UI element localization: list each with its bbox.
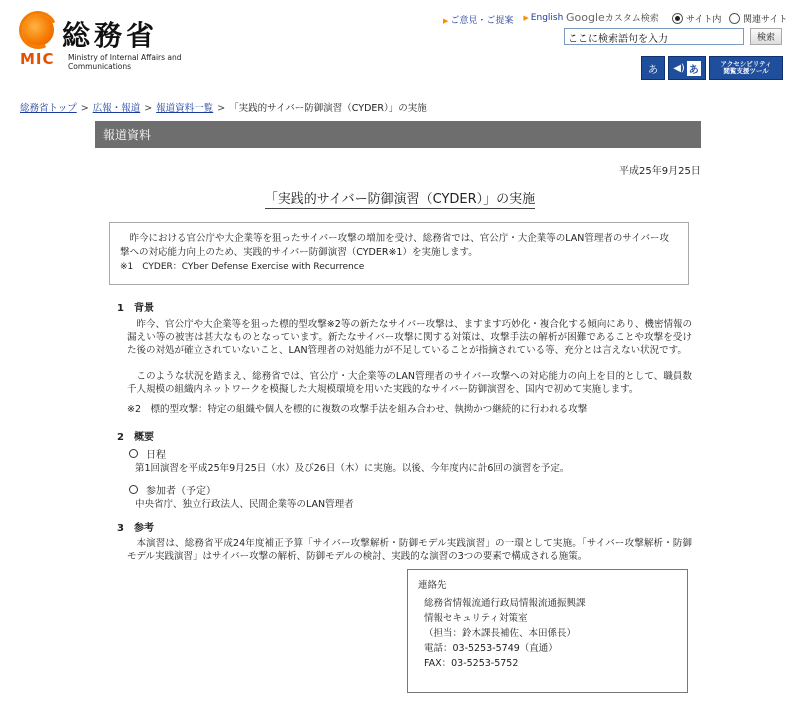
breadcrumb-separator: > [80, 103, 89, 114]
logo-title[interactable]: 総務省 [62, 19, 159, 52]
breadcrumb [20, 100, 427, 114]
section-3-paragraph: 本演習は、総務省平成24年度補正予算「サイバー攻撃解析・防御モデル実践演習」の一環として実施。「サイバー攻撃解析・防御モデル実践演習」はサイバー攻撃の解析、防御モデルの検討、実践的な演習の3つの要素で構成される施策。 [127, 538, 692, 562]
contact-line-office: 情報セキュリティ対策室 [424, 613, 528, 624]
contact-label: 連絡先 [418, 580, 447, 591]
arrow-right-icon: ▶ [443, 17, 449, 25]
arrow-right-icon: ▶ [523, 14, 529, 22]
header-links [443, 13, 563, 26]
search-button[interactable]: 検索 [750, 28, 782, 45]
speaker-icon: ◀) [673, 62, 685, 74]
schedule-heading: 日程 [129, 446, 166, 461]
radio-unchecked-icon [729, 13, 740, 24]
contact-line-department: 総務省情報流通行政局情報流通振興課 [424, 598, 586, 609]
breadcrumb-link-press[interactable]: 広報・報道 [92, 103, 141, 114]
schedule-body: 第1回演習を平成25年9月25日（水）及び26日（木）に実施。以後、今年度内に計6回の演習を予定。 [135, 463, 570, 474]
release-date: 平成25年9月25日 [619, 166, 701, 177]
google-label: Google [566, 11, 605, 24]
furigana-icon: あ [648, 64, 658, 76]
circle-bullet-icon [129, 449, 138, 458]
furigana-button[interactable] [641, 56, 665, 80]
breadcrumb-separator: > [217, 103, 226, 114]
scope-related-radio[interactable]: 関連サイト [729, 12, 787, 25]
breadcrumb-separator: > [144, 103, 153, 114]
feedback-link[interactable]: ▶ ご意見・ご提案 [443, 16, 514, 26]
accessibility-tools [641, 56, 783, 80]
section-3-heading: 3 参考 [117, 523, 154, 534]
summary-text: 昨今における官公庁や大企業等を狙ったサイバー攻撃の増加を受け、総務省では、官公庁・大企業等のLAN管理者のサイバー攻撃への対応能力向上のため、実践的サイバー防御演習（CYDER※1）を実施します。 [120, 233, 670, 258]
contact-line-fax: FAX：03-5253-5752 [424, 658, 519, 669]
section-1-note: ※2 標的型攻撃：特定の組織や個人を標的に複数の攻撃手法を組み合わせ、執拗かつ継続的に行われる攻撃 [127, 404, 588, 415]
scope-site-radio[interactable]: サイト内 [672, 12, 721, 25]
breadcrumb-link-list[interactable]: 報道資料一覧 [156, 103, 214, 114]
contact-box [407, 569, 688, 693]
section-1-paragraph-1: 昨今、官公庁や大企業等を狙った標的型攻撃※2等の新たなサイバー攻撃は、ますます巧妙化・複合化する傾向にあり、機密情報の漏えい等の被害は甚大なものとなっています。新たなサイバー攻撃に関する対策は、攻撃手法の解析が困難であることや攻撃を受けた後の対処が確立されていないこと、LAN管理者の対処能力が不足していることが指摘されている等、充分とは言えない状況です。 [127, 319, 692, 356]
contact-line-staff: （担当：鈴木課長補佐、本田係長） [424, 628, 577, 639]
summary-note: ※1 CYDER：CYber Defense Exercise with Recurrence [120, 262, 365, 272]
breadcrumb-link-top[interactable]: 総務省トップ [20, 103, 77, 114]
site-header [0, 0, 800, 92]
summary-box [109, 222, 689, 285]
english-link[interactable]: ▶ English [523, 13, 564, 23]
speech-button[interactable] [668, 56, 706, 80]
accessibility-tool-button[interactable]: アクセシビリティ 閲覧支援ツール [709, 56, 783, 80]
section-1-paragraph-2: このような状況を踏まえ、総務省では、官公庁・大企業等のLAN管理者のサイバー攻撃への対応能力の向上を目的として、職員数千人規模の組織内ネットワークを模擬した大規模環境を用いた実践的なサイバー防御演習を、国内で初めて実施します。 [127, 371, 692, 395]
participants-heading: 参加者（予定） [129, 482, 216, 497]
contact-lines [418, 596, 677, 671]
mic-logo-icon[interactable] [22, 14, 54, 46]
logo-subtitle: Ministry of Internal Affairs and Communications [68, 53, 182, 71]
section-1-heading: 1 背景 [117, 303, 154, 314]
participants-body: 中央省庁、独立行政法人、民間企業等のLAN管理者 [135, 499, 354, 510]
circle-bullet-icon [129, 485, 138, 494]
contact-line-phone: 電話：03-5253-5749（直通） [424, 643, 558, 654]
logo-abbr[interactable]: MIC [20, 50, 55, 68]
speech-glyph-icon: あ [687, 61, 701, 76]
radio-checked-icon [672, 13, 683, 24]
breadcrumb-current: 「実践的サイバー防御演習（CYDER）」の実施 [229, 103, 427, 114]
section-2-heading: 2 概要 [117, 432, 154, 443]
page-title: 「実践的サイバー防御演習（CYDER）」の実施 [264, 192, 536, 207]
release-bar: 報道資料 [95, 121, 701, 148]
google-custom-search-label: Googleカスタム検索 [566, 11, 659, 24]
search-input[interactable]: ここに検索語句を入力 [564, 28, 744, 45]
